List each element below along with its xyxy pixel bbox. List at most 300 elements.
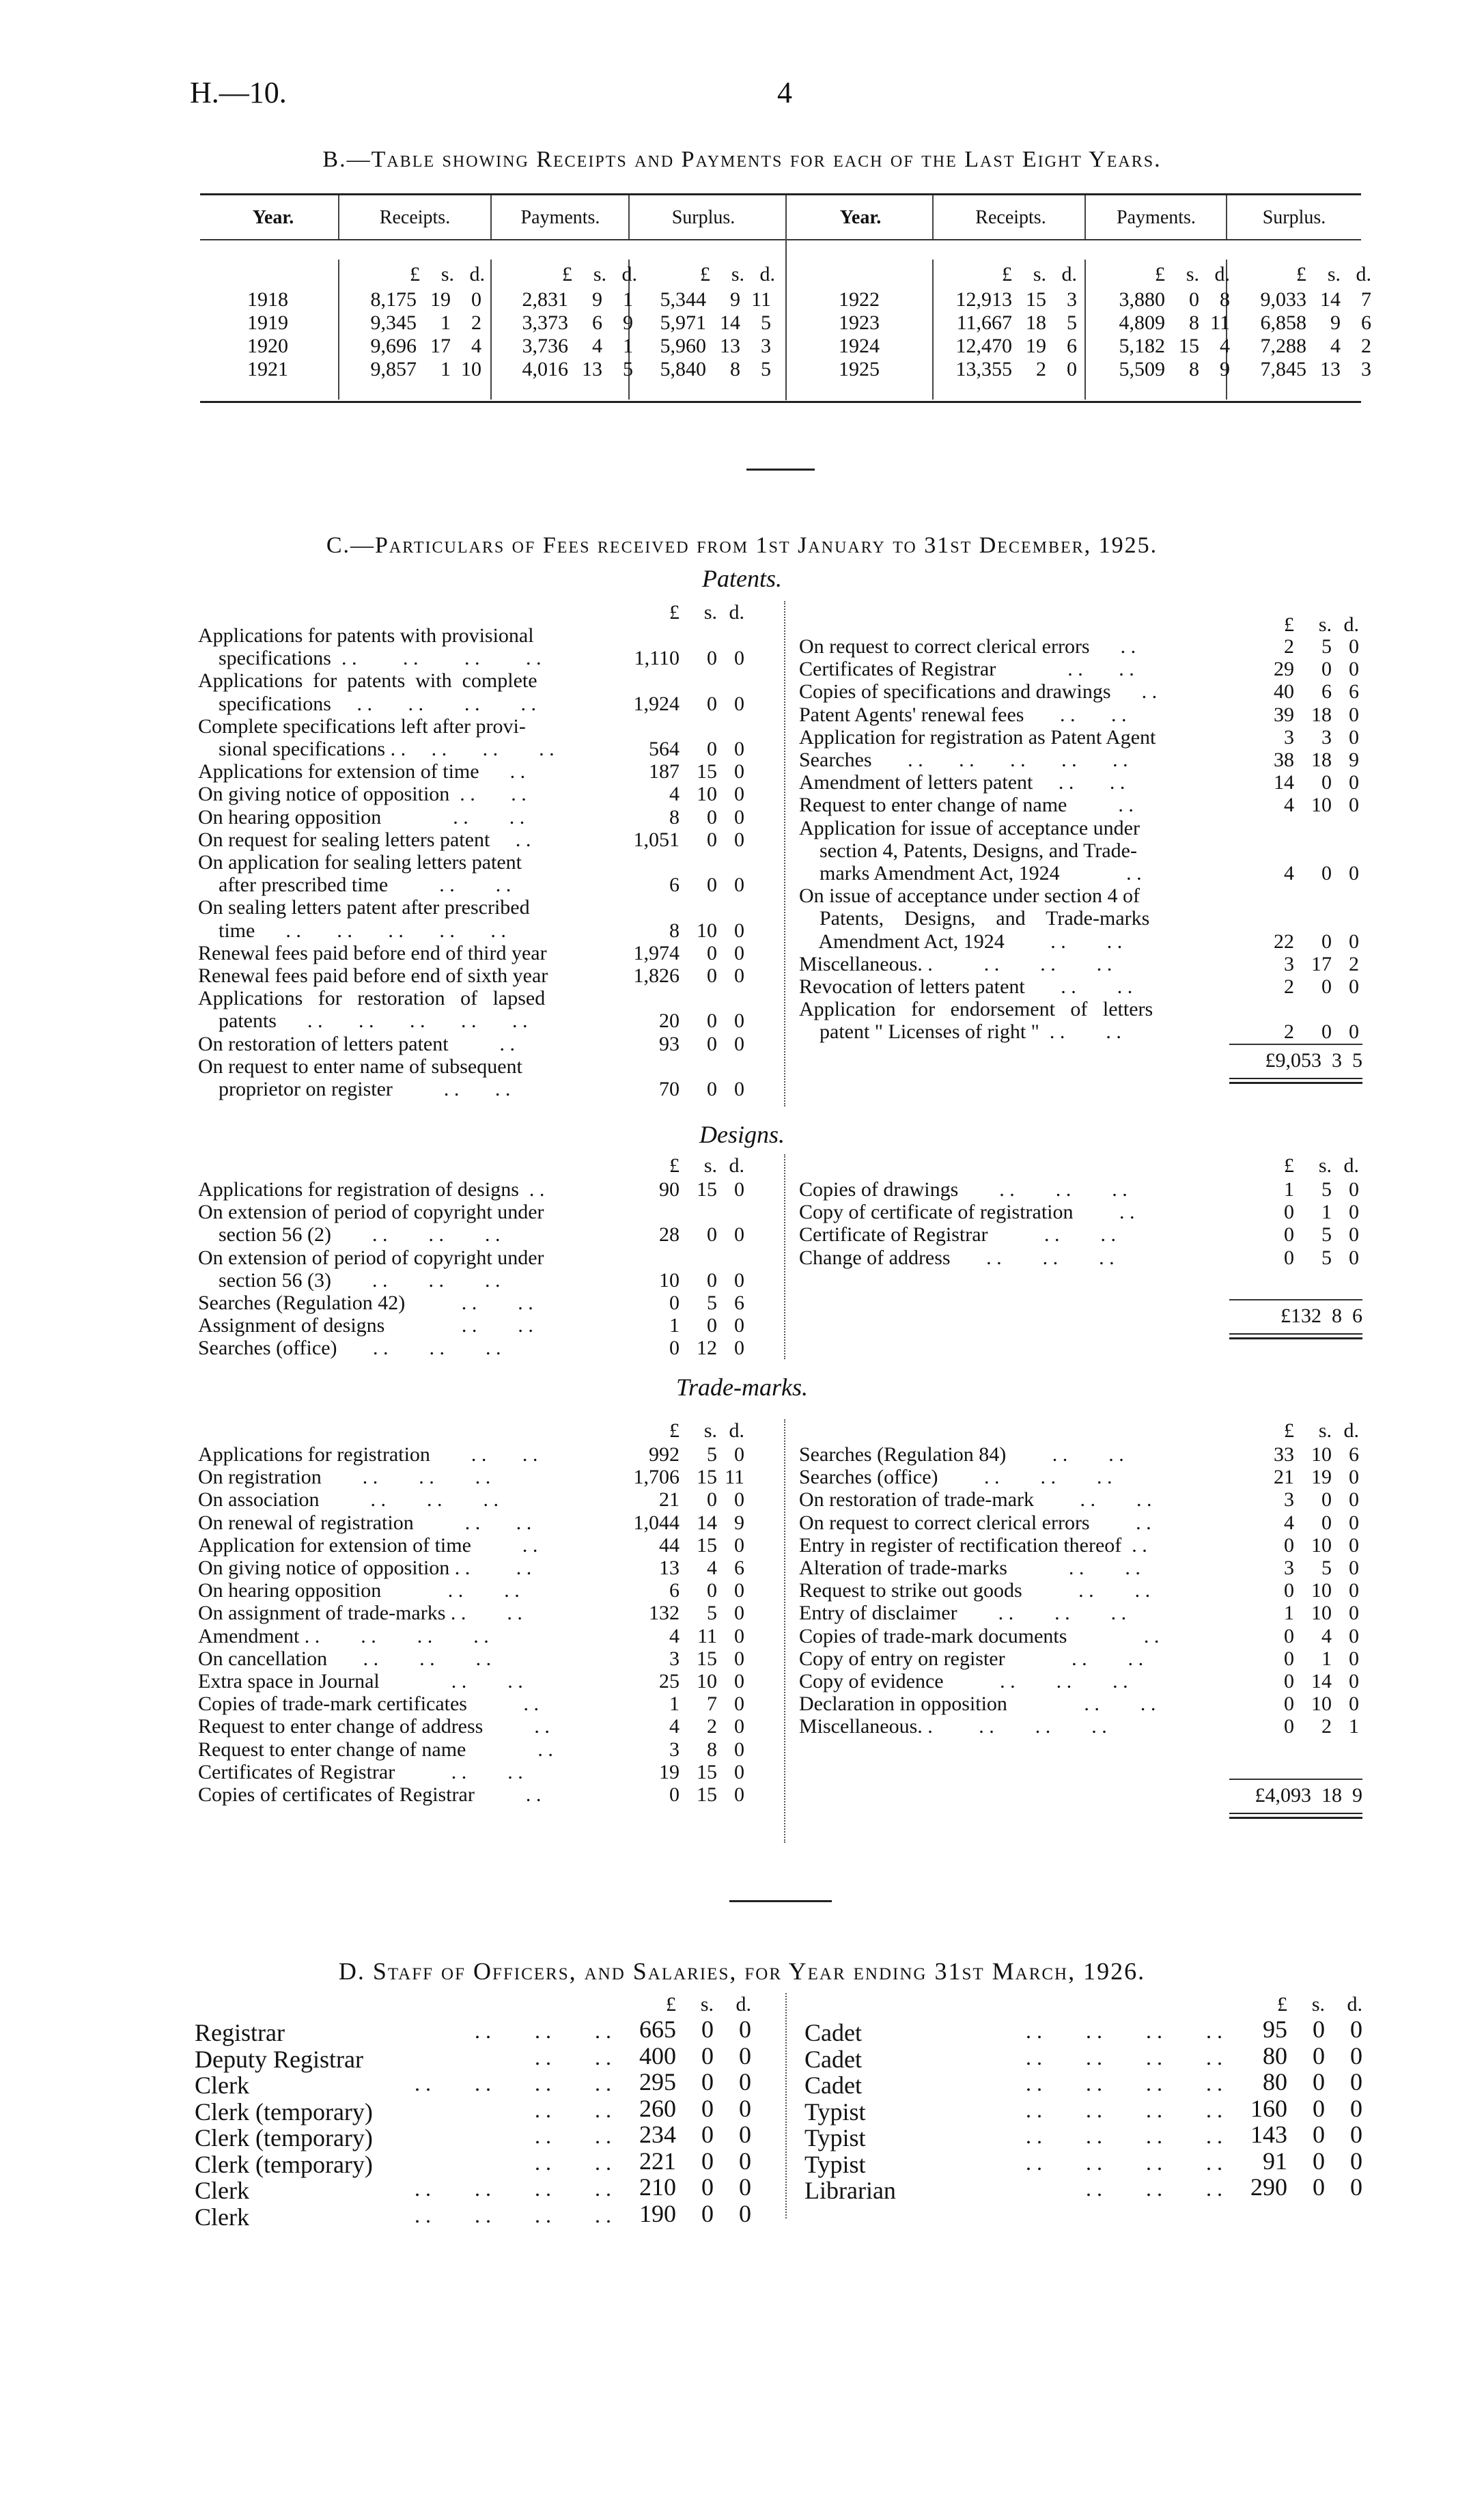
shillings: 0 [1321,862,1332,885]
pounds: 80 [1263,2042,1287,2070]
shillings: 18 [1026,311,1046,334]
year-cell: 1924 [839,335,880,357]
fee-label: Copies of certificates of Registrar . . [198,1783,542,1806]
pence: 0 [734,1738,744,1761]
fee-label: On extension of period of copyright under [198,1201,544,1224]
shillings: 5 [707,1292,717,1314]
staff-title: Cadet [804,2072,862,2099]
pence: 9 [623,311,633,334]
pounds: 4 [669,1624,680,1647]
pence: 6 [1349,1443,1359,1466]
fee-label: On restoration of trade-mark . . . . [799,1488,1152,1512]
shillings: 0 [1313,2042,1325,2070]
salary [1229,2068,1362,2095]
pounds: 1 [1284,1602,1294,1625]
pounds: 1 [669,1693,680,1716]
pence: 0 [1349,1624,1359,1647]
shillings: 0 [1313,2173,1325,2201]
pounds: 3 [1284,725,1294,749]
fee-label: Revocation of letters patent . . . . [799,975,1133,998]
pounds: 1,826 [633,964,680,987]
leader-dots: . . . . [535,2149,611,2175]
shillings: s. [1033,263,1046,285]
pounds: 28 [659,1223,680,1246]
pounds: 3,373 [522,311,568,334]
fee-amount [1229,1534,1359,1557]
shillings: 17 [430,335,451,357]
section-divider [746,469,815,471]
pence: 0 [1350,2121,1362,2148]
shillings: 5 [1321,1178,1332,1201]
shillings: 1 [1321,1647,1332,1670]
pounds: 0 [1284,1693,1294,1716]
fee-label: Application for endorsement of letters [799,998,1153,1021]
shillings: 10 [1311,1693,1332,1716]
pounds: 2 [1284,635,1294,658]
pounds: 90 [659,1178,680,1201]
pounds: 13,355 [955,358,1012,380]
shillings: s. [1186,263,1199,285]
pence: 0 [1349,1223,1359,1246]
pounds: 5,840 [660,358,706,380]
pounds: £ [1296,263,1306,285]
pounds: 13 [659,1557,680,1579]
shillings: 0 [707,1579,717,1602]
pounds: £ [666,1993,676,2016]
shillings: 9 [730,288,740,311]
shillings: 0 [701,2016,714,2043]
column-header: Receipts. [379,207,451,228]
shillings: 10 [697,1670,717,1693]
fee-amount [615,1178,744,1201]
fee-label: Applications for registration . . . . [198,1443,538,1466]
shillings: 0 [1321,1488,1332,1512]
shillings: 5 [1321,1246,1332,1269]
fee-amount [1229,726,1359,749]
fee-label: Patent Agents' renewal fees . . . . [799,703,1127,726]
fee-label: On association . . . . . . [198,1488,499,1512]
pence: 4 [1220,335,1230,357]
fee-label: Application for extension of time . . [198,1533,538,1557]
shillings: 10 [1311,794,1332,817]
pounds: 2 [1284,1020,1294,1044]
pence: 0 [734,1760,744,1783]
shillings: 2 [1036,358,1046,380]
pence: 0 [734,1533,744,1557]
shillings: 0 [1321,658,1332,681]
fee-amount [1229,771,1359,794]
shillings: 0 [1189,288,1199,311]
shillings: 1 [1321,1201,1332,1224]
fee-label: Applications for restoration of lapsed [198,987,546,1010]
pounds: 2 [1284,975,1294,998]
pence: 0 [1349,1488,1359,1512]
pence: 6 [1361,311,1371,334]
shillings: 15 [697,1466,717,1489]
fee-amount [1229,1466,1359,1488]
pence: 0 [734,1488,744,1512]
fee-amount [615,942,744,964]
shillings: 15 [697,1178,717,1201]
shillings: 0 [701,2068,714,2095]
shillings: 15 [697,1783,717,1806]
pence: 0 [734,1032,744,1055]
pounds: 1,706 [633,1466,680,1489]
fee-label: On assignment of trade-marks . . . . [198,1602,522,1625]
staff-title: Typist [804,2124,866,2151]
shillings: 13 [582,358,602,380]
leader-dots: . . . . . . . . [1026,2018,1222,2043]
pounds: 221 [639,2147,676,2175]
pence: 0 [1349,1178,1359,1201]
column-header: Payments. [1117,207,1196,228]
section-b-title: B.—Table showing Receipts and Payments for each of the Last Eight Years. [322,147,1162,172]
pence: 3 [1361,358,1371,380]
pounds: 21 [659,1488,680,1512]
shillings: s. [703,1419,717,1442]
fee-amount [1229,704,1359,726]
pounds: 665 [639,2016,676,2043]
year-cell: 1919 [247,311,288,334]
receipts-cell [341,335,481,357]
pence: d. [621,263,637,285]
fee-label: Copy of entry on register . . . . [799,1647,1144,1670]
shillings: 0 [707,805,717,828]
pounds: 14 [1274,771,1294,794]
fee-label: Searches (office) . . . . . . [198,1337,501,1360]
year-cell: 1923 [839,311,880,334]
pence: 0 [734,1602,744,1625]
fee-label: On giving notice of opposition . . . . [198,783,527,806]
leader-dots: . . . . . . . . [1026,2123,1222,2148]
pence: 0 [1349,1533,1359,1557]
shillings: 8 [1189,358,1199,380]
page-number: 4 [777,76,792,109]
staff-title: Clerk (temporary) [195,2098,373,2126]
shillings: 10 [1311,1602,1332,1625]
fee-label: On request for sealing letters patent . . [198,828,531,851]
shillings: s. [1318,1419,1332,1442]
fee-amount [1229,1488,1359,1511]
pence: 0 [1349,1020,1359,1044]
surplus-cell [1231,288,1371,311]
shillings: 0 [701,2042,714,2070]
pence: 0 [734,1624,744,1647]
shillings: 12 [697,1337,717,1360]
fee-label: Request to enter change of name . . [799,794,1134,817]
pounds: 5,960 [660,335,706,357]
pounds: 4 [669,1715,680,1738]
fee-label: Certificates of Registrar . . . . [198,1760,523,1783]
fee-label: Copy of evidence . . . . . . [799,1670,1128,1693]
pence: 0 [1349,635,1359,658]
pounds: 95 [1263,2016,1287,2043]
fee-amount [615,783,744,805]
pence: 2 [1349,952,1359,975]
fee-amount [615,1009,744,1032]
pence: 6 [734,1292,744,1314]
table-header-rule [200,239,1361,240]
receipts-cell [937,358,1077,380]
fee-amount [1229,953,1359,975]
pence: 10 [461,358,481,380]
receipts-cell [341,358,481,380]
pounds: 234 [639,2121,676,2148]
pounds: 187 [649,760,680,783]
shillings: 2 [707,1715,717,1738]
salary [618,2147,751,2175]
pence: 6 [1349,680,1359,704]
pounds: 400 [639,2042,676,2070]
fee-amount [615,693,744,715]
pence: 0 [1350,2173,1362,2201]
pence: 0 [734,783,744,806]
pence: 0 [739,2199,751,2227]
pounds: £ [669,601,680,624]
fee-amount [615,1292,744,1314]
leader-dots: . . . . . . . . [1026,2071,1222,2095]
fee-label: On request to enter name of subsequent [198,1055,522,1078]
fee-label: specifications . . . . . . . . [198,647,542,670]
shillings: s. [1311,1993,1325,2016]
fee-label: On giving notice of opposition . . . . [198,1557,532,1579]
pounds: £ [1284,613,1294,636]
shillings: 0 [707,1009,717,1033]
section-total: £4,093 18 9 [1255,1784,1362,1807]
fee-amount [1229,975,1359,998]
fee-amount [1229,1715,1359,1738]
shillings: 15 [697,760,717,783]
shillings: 15 [697,1647,717,1670]
pence: 0 [734,1783,744,1806]
pence: d. [1061,263,1077,285]
pounds: 8 [669,919,680,942]
column-header: Receipts. [975,207,1046,228]
pounds: 21 [1274,1466,1294,1489]
shillings: 13 [720,335,740,357]
pence: 5 [623,358,633,380]
surplus-cell [1231,311,1371,334]
pence: 4 [471,335,481,357]
pence: 0 [739,2147,751,2175]
column-header: Year. [252,207,294,228]
pence: 0 [734,760,744,783]
shillings: s. [703,1154,717,1177]
pence: 9 [1220,358,1230,380]
unit-header [1229,1154,1359,1177]
patents-heading: Patents. [702,565,782,592]
shillings: s. [1318,613,1332,636]
shillings: 0 [707,738,717,760]
fee-amount [615,828,744,851]
shillings: s. [703,601,717,624]
pounds: 93 [659,1032,680,1055]
payments-cell [1090,358,1230,380]
shillings: 0 [707,1268,717,1292]
pence: 0 [734,1078,744,1100]
shillings: 19 [1311,1466,1332,1489]
fee-label: On sealing letters patent after prescribed [198,896,530,919]
year-cell: 1920 [247,335,288,357]
shillings: 10 [1311,1443,1332,1466]
pence: 0 [734,941,744,964]
fee-amount [615,1557,744,1579]
pence: d. [1356,263,1371,285]
pounds: 80 [1263,2068,1287,2095]
total-double-rule [1229,1078,1362,1084]
shillings: 0 [1313,2016,1325,2043]
shillings: 0 [707,874,717,897]
shillings: 5 [707,1602,717,1625]
pence: 0 [1349,1201,1359,1224]
pounds: 0 [1284,1223,1294,1246]
pounds: 1,974 [633,941,680,964]
fee-label: Searches (office) . . . . . . [799,1466,1112,1489]
fee-amount [615,1602,744,1624]
pence: 0 [1349,1511,1359,1534]
shillings: 15 [1026,288,1046,311]
fee-amount [1229,1020,1359,1043]
pence: 1 [623,335,633,357]
pounds: 1 [1284,1178,1294,1201]
shillings: 0 [707,941,717,964]
shillings: 5 [1321,635,1332,658]
salary [618,2123,751,2146]
unit-header [1229,613,1359,636]
fee-label: Searches (Regulation 42) . . . . [198,1292,533,1314]
pounds: 260 [639,2094,676,2122]
fee-label: section 56 (2) . . . . . . [198,1223,501,1246]
pounds: 8,175 [370,288,417,311]
pounds: 0 [669,1337,680,1360]
pounds: 0 [1284,1579,1294,1602]
shillings: 0 [701,2121,714,2148]
shillings: 0 [707,1488,717,1512]
shillings: 0 [707,964,717,987]
shillings: s. [440,263,454,285]
pence: 0 [734,874,744,897]
pence: 0 [1350,2016,1362,2043]
unit-header [1229,1419,1359,1442]
salary [1229,2123,1362,2146]
fee-amount [615,1488,744,1511]
fee-label: after prescribed time . . . . [198,874,512,897]
pounds: 29 [1274,658,1294,681]
pounds: 39 [1274,703,1294,726]
pence: 0 [1067,358,1077,380]
table-top-rule [200,193,1361,195]
shillings: 0 [1313,2068,1325,2095]
pence: 0 [734,647,744,670]
column-divider [784,1154,785,1359]
fee-label: Searches (Regulation 84) . . . . [799,1443,1124,1466]
leader-dots: . . . . [535,2123,611,2148]
fee-label: patents . . . . . . . . . . [198,1009,528,1033]
fee-label: Copies of specifications and drawings . . [799,680,1158,704]
pounds: 290 [1250,2173,1287,2201]
shillings: 11 [697,1624,717,1647]
column-divider [490,260,492,400]
fee-amount [1229,1512,1359,1534]
pence: 0 [734,1223,744,1246]
shillings: 14 [1320,288,1341,311]
pounds: 19 [659,1760,680,1783]
shillings: 19 [1026,335,1046,357]
salary [1229,2094,1362,2122]
pounds: 1,051 [633,828,680,851]
column-divider [784,601,785,1106]
pence: 0 [1349,1647,1359,1670]
pence: 0 [734,1647,744,1670]
pounds: 5,344 [660,288,706,311]
pounds: 9,033 [1260,288,1306,311]
payments-cell [1090,311,1230,334]
shillings: 0 [701,2173,714,2201]
pounds: 2,831 [522,288,568,311]
pence: 0 [734,1009,744,1033]
pounds: 1 [669,1314,680,1337]
pounds: 0 [1284,1715,1294,1738]
shillings: 9 [592,288,602,311]
fee-amount [1229,1201,1359,1223]
shillings: 14 [720,311,740,334]
fee-amount [1229,1246,1359,1269]
fee-amount [615,1466,744,1488]
fee-amount [1229,1223,1359,1246]
pounds: £ [410,263,420,285]
fee-label: Patents, Designs, and Trade-marks [799,907,1150,930]
fee-amount [1229,1670,1359,1693]
fee-amount [1229,635,1359,658]
shillings: 7 [707,1693,717,1716]
fee-amount [615,1033,744,1055]
shillings: 3 [1321,725,1332,749]
salary [1229,2147,1362,2175]
shillings: 15 [697,1533,717,1557]
pounds: 190 [639,2199,676,2227]
fee-amount [1229,749,1359,771]
column-divider [932,260,934,400]
staff-title: Registrar [195,2019,285,2046]
shillings: 18 [1311,749,1332,771]
pence: 9 [734,1511,744,1534]
pounds: 6,858 [1260,311,1306,334]
pounds: 33 [1274,1443,1294,1466]
shillings: 0 [707,1314,717,1337]
fee-amount [615,806,744,828]
fee-amount [1229,794,1359,816]
fee-label: Copies of trade-mark documents . . [799,1624,1160,1647]
fee-amount [615,1579,744,1602]
column-header: Surplus. [1262,207,1326,228]
shillings: 0 [707,647,717,670]
staff-title: Cadet [804,2019,862,2046]
fee-amount [1229,1602,1359,1624]
pence: 0 [1349,794,1359,817]
shillings: s. [731,263,744,285]
shillings: 8 [1189,311,1199,334]
staff-title: Clerk (temporary) [195,2124,373,2151]
fee-amount [615,1314,744,1337]
staff-title: Librarian [804,2177,896,2204]
pence: 0 [1350,2094,1362,2122]
pence: d. [1343,1419,1359,1442]
pence: 0 [739,2173,751,2201]
fee-amount [615,1761,744,1783]
pounds: £ [1284,1419,1294,1442]
fee-amount [615,1337,744,1359]
fee-label: Assignment of designs . . . . [198,1314,533,1337]
